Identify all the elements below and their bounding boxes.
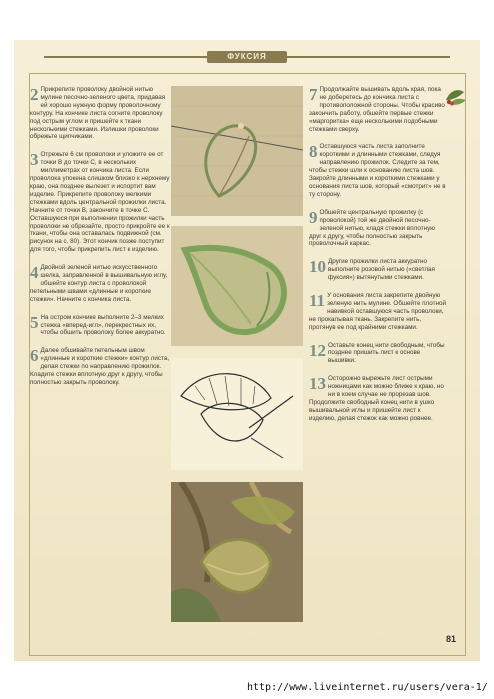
diagram-leaf-needle (171, 358, 303, 470)
title-bar (14, 50, 480, 64)
step-number: 10 (309, 257, 326, 277)
instruction-step (30, 314, 170, 338)
step-text: Обшейте центральную прожилку (с проволокой) той же двойной песочно-зеленой нитью, кладя стежки вплотную друг к другу, чтобы полностью закрыть проволочный каркас. (309, 208, 435, 248)
right-column (309, 86, 449, 423)
step-text: Оставшуюся часть листа заполните короткими и длинными стежками, следуя направлению прожилок. Следите за тем, чтобы стежки шли к основанию листа шов. Закройте длинными и короткими стежками у основания листа шов, который «смотрит» не в ту сторону. (309, 143, 446, 198)
step-text: Отрежьте 6 см проволоки и уложите ее от точки B до точки C, в нескольких миллиметрах от кончика листа. Если проволока упокена слишком близко к нерхнему краю, она позднее вылезет и испортит вам изделие. Прикрепите проволоку мелкими стежками вдоль центральной прожилки листа. Начните от точки B, закончите в точке C. Оставшуюся при выполнении прожилки часть проволоки не обрезайте, просто прикройте ее к ткани, чтобы она оставалась подвижной (см. рисунок на с. 80). Этот кончик позже поступит для того, чтобы прикрепить лист к изделию. (30, 151, 170, 254)
instruction-step (309, 375, 449, 422)
instruction-step (30, 347, 170, 387)
step-text: Продолжайте вышивать вдоль края, пока не доберетесь до кончика листа с противоположной стороны. Чтобы красиво закончить работу, обшейте первые стежки «маргоритка» еще несколькими подобными стежками сверху. (309, 86, 445, 133)
photo-finished-leaves (171, 482, 303, 622)
step-text: Осторожно вырежьте лист острыми ножницами как можно ближе к краю, но ни в коем случае не прорезав шов. Продолжите свободный конец нити в ушко вышивальной иглы и пришейте лист к изделию, делая стежок как можно ровнее. (309, 375, 444, 422)
instruction-step (30, 151, 170, 254)
step-number: 7 (309, 85, 318, 104)
step-number: 5 (30, 312, 39, 332)
instruction-step (309, 258, 449, 282)
instruction-step (30, 86, 170, 141)
step-number: 9 (309, 207, 318, 227)
step-text: Прикрепите проволоку двойной нитью мулине песочно-зеленого цвета, придавая ей хорошо нужную форму проволочному контуру. На кончике листа согните проволоку под острым углом и пришейте к ткани несколькими стежками. Излишки проволоки обрежьте щипчиками. (30, 86, 166, 141)
page-number: 81 (446, 634, 457, 644)
instruction-step (309, 143, 449, 198)
step-number: 6 (30, 346, 39, 366)
instruction-step (309, 209, 449, 249)
step-text: Двойной зеленой нитью искусственного шелка, заправленной в вышивальную иглу, обшейте контур листа с проволокой петельными швами «длинные и короткие стежки». Начните с кончика листа. (30, 264, 168, 303)
left-column (30, 86, 170, 387)
instruction-step (309, 86, 449, 133)
step-number: 13 (309, 374, 326, 394)
instruction-step (309, 342, 449, 366)
step-number: 8 (309, 142, 318, 162)
step-number: 12 (309, 340, 326, 360)
step-text: Другие прожилки листа аккуратно выполните розовой нитью («светлая фуксия») вытянутыми стежками. (328, 258, 435, 282)
step-text: Оставьте конец нити свободным, чтобы позднее пришить лист к основе вышивки. (328, 341, 445, 365)
step-text: У основания листа закрепите двойную зеленую нить мулине. Обшейте плотной навивкой оставшуюся часть проволоки, не прокалывая ткань. Закрепите нить, протянув ее под крайними стежками. (309, 292, 446, 331)
instruction-step (30, 264, 170, 304)
page (14, 40, 480, 661)
photo-green-stitching (171, 226, 303, 346)
step-number: 2 (30, 85, 39, 104)
step-text: Далее обшивайте петельным швом «длинные и короткие стежки» контур листа, делая стежки по направлению прожилок. Кладите стежки вплотную друг к другу, чтобы полностью закрыть проволоку. (30, 347, 170, 386)
instruction-step (309, 292, 449, 332)
step-number: 4 (30, 263, 39, 283)
step-number: 11 (309, 291, 326, 311)
step-number: 3 (30, 150, 39, 170)
page-title: ФУКСИЯ (207, 51, 287, 63)
photo-wire-outline (171, 86, 303, 216)
source-url[interactable]: http://www.liveinternet.ru/users/vera-1/ (247, 682, 488, 693)
step-text: На остром кончике выполните 2–3 мелких стежка «вперед-игл», перекрестных их, чтобы обшить проволоку более аккуратно. (40, 313, 166, 337)
